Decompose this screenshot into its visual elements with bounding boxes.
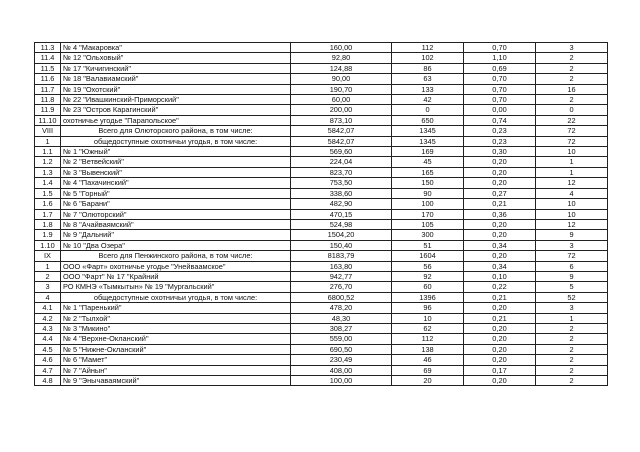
row-quota: 72: [536, 136, 608, 146]
row-density: 0,20: [464, 251, 536, 261]
row-name: № 7 "Олюторский": [61, 209, 291, 219]
row-quota: 2: [536, 334, 608, 344]
row-density: 0,20: [464, 355, 536, 365]
row-population: 300: [392, 230, 464, 240]
row-name: № 10 "Два Озера": [61, 240, 291, 250]
row-number: 2: [35, 271, 61, 281]
row-population: 112: [392, 43, 464, 53]
row-population: 100: [392, 199, 464, 209]
row-population: 169: [392, 147, 464, 157]
row-area: 100,00: [291, 376, 392, 386]
row-number: IX: [35, 251, 61, 261]
row-density: 0,00: [464, 105, 536, 115]
row-number: 4: [35, 292, 61, 302]
table-row: [35, 313, 608, 323]
row-quota: 2: [536, 95, 608, 105]
table-row: [35, 355, 608, 365]
row-density: 0,34: [464, 240, 536, 250]
row-name: № 9 "Дальний": [61, 230, 291, 240]
row-area: 482,90: [291, 199, 392, 209]
row-quota: 2: [536, 355, 608, 365]
row-name: охотничье угодье "Парапольское": [61, 115, 291, 125]
subtotal-row: [35, 292, 608, 302]
row-area: 6800,52: [291, 292, 392, 302]
row-area: 60,00: [291, 95, 392, 105]
row-population: 10: [392, 313, 464, 323]
row-quota: 3: [536, 43, 608, 53]
row-number: 4.5: [35, 344, 61, 354]
row-density: 0,20: [464, 178, 536, 188]
row-density: 0,21: [464, 292, 536, 302]
row-quota: 1: [536, 313, 608, 323]
row-density: 0,20: [464, 230, 536, 240]
row-area: 873,10: [291, 115, 392, 125]
row-population: 69: [392, 365, 464, 375]
row-area: 1504,20: [291, 230, 392, 240]
row-density: 0,20: [464, 376, 536, 386]
row-area: 163,80: [291, 261, 392, 271]
row-quota: 4: [536, 188, 608, 198]
row-population: 96: [392, 303, 464, 313]
row-number: 4.4: [35, 334, 61, 344]
row-population: 1345: [392, 136, 464, 146]
row-quota: 5: [536, 282, 608, 292]
row-number: 11.4: [35, 53, 61, 63]
row-density: 0,70: [464, 43, 536, 53]
row-quota: 10: [536, 147, 608, 157]
row-population: 0: [392, 105, 464, 115]
table-body: [35, 43, 608, 386]
table-row: [35, 271, 608, 281]
row-quota: 72: [536, 251, 608, 261]
row-number: 4.6: [35, 355, 61, 365]
row-area: 524,98: [291, 219, 392, 229]
row-area: 48,30: [291, 313, 392, 323]
row-area: 559,00: [291, 334, 392, 344]
table-row: [35, 53, 608, 63]
row-name: № 17 "Кичигинский": [61, 63, 291, 73]
table-row: [35, 344, 608, 354]
row-number: 11.7: [35, 84, 61, 94]
section-total-row: [35, 251, 608, 261]
row-quota: 9: [536, 271, 608, 281]
row-quota: 2: [536, 323, 608, 333]
row-name: Всего для Пенжинского района, в том числе:: [61, 251, 291, 261]
row-name: № 7 "Айнын": [61, 365, 291, 375]
row-quota: 2: [536, 344, 608, 354]
row-area: 753,50: [291, 178, 392, 188]
row-number: 11.5: [35, 63, 61, 73]
row-population: 62: [392, 323, 464, 333]
row-area: 8183,79: [291, 251, 392, 261]
row-area: 478,20: [291, 303, 392, 313]
row-quota: 2: [536, 365, 608, 375]
row-quota: 10: [536, 199, 608, 209]
row-area: 124,88: [291, 63, 392, 73]
row-population: 102: [392, 53, 464, 63]
row-population: 165: [392, 167, 464, 177]
row-density: 0,30: [464, 147, 536, 157]
row-number: 3: [35, 282, 61, 292]
row-quota: 12: [536, 178, 608, 188]
row-density: 0,10: [464, 271, 536, 281]
row-area: 160,00: [291, 43, 392, 53]
row-population: 133: [392, 84, 464, 94]
row-population: 46: [392, 355, 464, 365]
row-number: VIII: [35, 126, 61, 136]
row-density: 0,36: [464, 209, 536, 219]
row-population: 170: [392, 209, 464, 219]
row-name: № 3 "Микино": [61, 323, 291, 333]
table-row: [35, 334, 608, 344]
table-row: [35, 282, 608, 292]
row-number: 11.10: [35, 115, 61, 125]
table-row: [35, 43, 608, 53]
table-row: [35, 74, 608, 84]
row-name: № 2 "Тылхой": [61, 313, 291, 323]
table-row: [35, 209, 608, 219]
row-density: 0,23: [464, 136, 536, 146]
row-quota: 2: [536, 53, 608, 63]
table-row: [35, 376, 608, 386]
row-name: общедоступные охотничьи угодья, в том числе:: [61, 136, 291, 146]
row-population: 138: [392, 344, 464, 354]
row-area: 224,04: [291, 157, 392, 167]
row-population: 86: [392, 63, 464, 73]
row-population: 105: [392, 219, 464, 229]
row-quota: 72: [536, 126, 608, 136]
row-density: 0,70: [464, 95, 536, 105]
row-quota: 22: [536, 115, 608, 125]
row-population: 45: [392, 157, 464, 167]
row-name: № 1 "Паренький": [61, 303, 291, 313]
row-number: 4.1: [35, 303, 61, 313]
row-number: 4.2: [35, 313, 61, 323]
row-name: ООО «Фарт» охотничье угодье "Унейваамское": [61, 261, 291, 271]
row-density: 0,17: [464, 365, 536, 375]
table-row: [35, 167, 608, 177]
row-area: 276,70: [291, 282, 392, 292]
row-area: 823,70: [291, 167, 392, 177]
row-quota: 3: [536, 303, 608, 313]
row-quota: 16: [536, 84, 608, 94]
row-number: 1: [35, 136, 61, 146]
table-row: [35, 157, 608, 167]
hunting-grounds-table: [34, 42, 608, 386]
row-density: 0,20: [464, 323, 536, 333]
row-area: 5842,07: [291, 126, 392, 136]
row-area: 150,40: [291, 240, 392, 250]
row-density: 0,69: [464, 63, 536, 73]
row-name: общедоступные охотничьи угодья, в том числе:: [61, 292, 291, 302]
row-density: 0,21: [464, 313, 536, 323]
row-name: № 1 "Южный": [61, 147, 291, 157]
row-number: 1.7: [35, 209, 61, 219]
row-density: 0,74: [464, 115, 536, 125]
row-name: № 3 "Вывенский": [61, 167, 291, 177]
row-number: 1.2: [35, 157, 61, 167]
row-population: 1396: [392, 292, 464, 302]
row-quota: 9: [536, 230, 608, 240]
subtotal-row: [35, 136, 608, 146]
row-name: РО КМНЭ «Тымкытын» № 19 "Мургальский": [61, 282, 291, 292]
row-number: 4.3: [35, 323, 61, 333]
row-number: 1.10: [35, 240, 61, 250]
row-area: 90,00: [291, 74, 392, 84]
row-density: 0,20: [464, 303, 536, 313]
row-number: 11.8: [35, 95, 61, 105]
row-quota: 6: [536, 261, 608, 271]
row-area: 408,00: [291, 365, 392, 375]
row-population: 56: [392, 261, 464, 271]
row-number: 1: [35, 261, 61, 271]
row-number: 11.9: [35, 105, 61, 115]
row-number: 11.3: [35, 43, 61, 53]
row-name: № 18 "Валавиамский": [61, 74, 291, 84]
row-density: 0,70: [464, 74, 536, 84]
row-name: № 9 "Энычаваямский": [61, 376, 291, 386]
row-density: 0,20: [464, 219, 536, 229]
row-name: № 5 "Горный": [61, 188, 291, 198]
row-quota: 2: [536, 74, 608, 84]
row-number: 1.4: [35, 178, 61, 188]
row-density: 0,21: [464, 199, 536, 209]
table-row: [35, 261, 608, 271]
row-population: 150: [392, 178, 464, 188]
row-density: 0,20: [464, 344, 536, 354]
row-name: № 8 "Ачайваямский": [61, 219, 291, 229]
row-area: 5842,07: [291, 136, 392, 146]
row-area: 200,00: [291, 105, 392, 115]
row-area: 92,80: [291, 53, 392, 63]
row-density: 0,20: [464, 334, 536, 344]
row-number: 1.9: [35, 230, 61, 240]
row-area: 690,50: [291, 344, 392, 354]
row-name: Всего для Олюторского района, в том числе:: [61, 126, 291, 136]
row-number: 1.5: [35, 188, 61, 198]
table-row: [35, 240, 608, 250]
row-population: 112: [392, 334, 464, 344]
row-quota: 52: [536, 292, 608, 302]
table-row: [35, 63, 608, 73]
row-name: № 4 "Макаровка": [61, 43, 291, 53]
table-row: [35, 95, 608, 105]
row-name: № 6 "Мамет": [61, 355, 291, 365]
table-row: [35, 219, 608, 229]
row-density: 0,20: [464, 157, 536, 167]
row-name: № 19 "Охотский": [61, 84, 291, 94]
row-name: № 12 "Ольховый": [61, 53, 291, 63]
row-area: 569,60: [291, 147, 392, 157]
row-density: 0,34: [464, 261, 536, 271]
table-row: [35, 230, 608, 240]
row-name: № 22 "Ивашкинский-Приморский": [61, 95, 291, 105]
row-quota: 2: [536, 376, 608, 386]
row-name: № 6 "Барани": [61, 199, 291, 209]
row-density: 0,23: [464, 126, 536, 136]
row-name: ООО "Фарт" № 17 "Крайний: [61, 271, 291, 281]
row-area: 230,49: [291, 355, 392, 365]
row-density: 0,20: [464, 167, 536, 177]
row-density: 1,10: [464, 53, 536, 63]
row-area: 470,15: [291, 209, 392, 219]
table-row: [35, 147, 608, 157]
row-area: 338,60: [291, 188, 392, 198]
table-row: [35, 115, 608, 125]
table-row: [35, 188, 608, 198]
row-population: 1345: [392, 126, 464, 136]
section-total-row: [35, 126, 608, 136]
row-population: 650: [392, 115, 464, 125]
row-quota: 0: [536, 105, 608, 115]
table-row: [35, 365, 608, 375]
row-quota: 10: [536, 209, 608, 219]
row-area: 190,70: [291, 84, 392, 94]
row-number: 11.6: [35, 74, 61, 84]
row-area: 942,77: [291, 271, 392, 281]
table-row: [35, 303, 608, 313]
row-number: 1.1: [35, 147, 61, 157]
row-population: 92: [392, 271, 464, 281]
row-name: № 23 "Остров Карагинский": [61, 105, 291, 115]
row-population: 90: [392, 188, 464, 198]
table-row: [35, 323, 608, 333]
row-area: 308,27: [291, 323, 392, 333]
table-row: [35, 84, 608, 94]
row-quota: 2: [536, 63, 608, 73]
table-row: [35, 105, 608, 115]
table-row: [35, 199, 608, 209]
row-density: 0,70: [464, 84, 536, 94]
row-number: 1.6: [35, 199, 61, 209]
row-density: 0,27: [464, 188, 536, 198]
row-quota: 1: [536, 157, 608, 167]
row-quota: 1: [536, 167, 608, 177]
row-name: № 2 "Ветвейский": [61, 157, 291, 167]
row-number: 1.3: [35, 167, 61, 177]
row-name: № 4 "Пахачинский": [61, 178, 291, 188]
table-row: [35, 178, 608, 188]
row-number: 4.7: [35, 365, 61, 375]
row-number: 1.8: [35, 219, 61, 229]
row-population: 1604: [392, 251, 464, 261]
row-density: 0,22: [464, 282, 536, 292]
row-population: 60: [392, 282, 464, 292]
row-population: 42: [392, 95, 464, 105]
row-quota: 12: [536, 219, 608, 229]
row-population: 20: [392, 376, 464, 386]
row-name: № 4 "Верхне-Окланский": [61, 334, 291, 344]
row-name: № 5 "Нижне-Окланский": [61, 344, 291, 354]
row-number: 4.8: [35, 376, 61, 386]
row-quota: 3: [536, 240, 608, 250]
row-population: 51: [392, 240, 464, 250]
row-population: 63: [392, 74, 464, 84]
